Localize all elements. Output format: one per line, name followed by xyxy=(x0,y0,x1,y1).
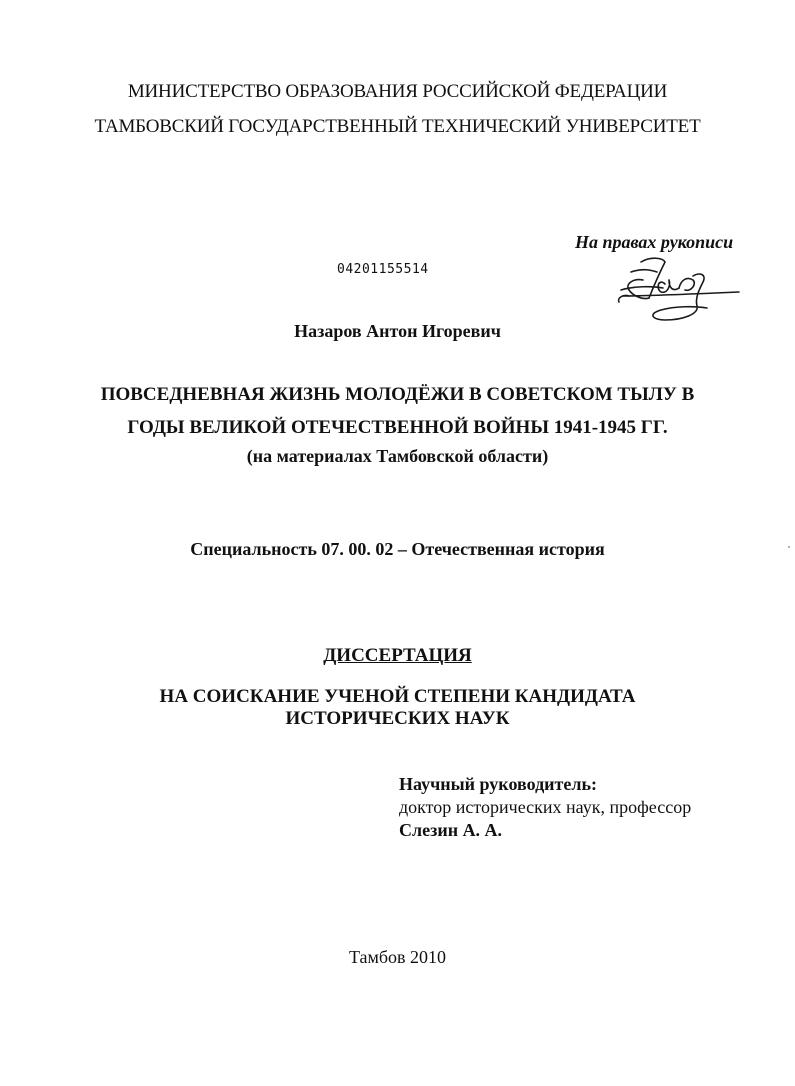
registration-number: 04201155514 xyxy=(337,262,429,277)
document-type: ДИССЕРТАЦИЯ xyxy=(323,645,472,666)
university-heading: ТАМБОВСКИЙ ГОСУДАРСТВЕННЫЙ ТЕХНИЧЕСКИЙ УНИВЕРСИТЕТ xyxy=(94,116,701,137)
city-year: Тамбов 2010 xyxy=(348,947,447,967)
author-name: Назаров Антон Игоревич xyxy=(294,321,501,341)
degree-line-2: ИСТОРИЧЕСКИХ НАУК xyxy=(285,708,510,729)
advisor-block xyxy=(399,773,691,842)
scan-speck xyxy=(788,546,790,548)
degree-statement xyxy=(0,686,795,730)
manuscript-rights-note: На правах рукописи xyxy=(575,232,734,252)
author-signature xyxy=(603,250,743,326)
title-subtitle: (на материалах Тамбовской области) xyxy=(246,446,549,466)
dissertation-title xyxy=(0,378,795,444)
degree-line-1: НА СОИСКАНИЕ УЧЕНОЙ СТЕПЕНИ КАНДИДАТА xyxy=(159,686,636,707)
title-line-1: ПОВСЕДНЕВНАЯ ЖИЗНЬ МОЛОДЁЖИ В СОВЕТСКОМ ТЫЛУ В xyxy=(100,384,695,405)
ministry-heading: МИНИСТЕРСТВО ОБРАЗОВАНИЯ РОССИЙСКОЙ ФЕДЕРАЦИИ xyxy=(127,81,668,102)
advisor-name: Слезин А. А. xyxy=(399,820,503,840)
specialty-line: Специальность 07. 00. 02 – Отечественная история xyxy=(190,539,605,559)
title-line-2: ГОДЫ ВЕЛИКОЙ ОТЕЧЕСТВЕННОЙ ВОЙНЫ 1941-1945 ГГ. xyxy=(127,417,668,438)
advisor-credentials: доктор исторических наук, профессор xyxy=(399,797,692,817)
advisor-heading: Научный руководитель: xyxy=(399,774,597,794)
